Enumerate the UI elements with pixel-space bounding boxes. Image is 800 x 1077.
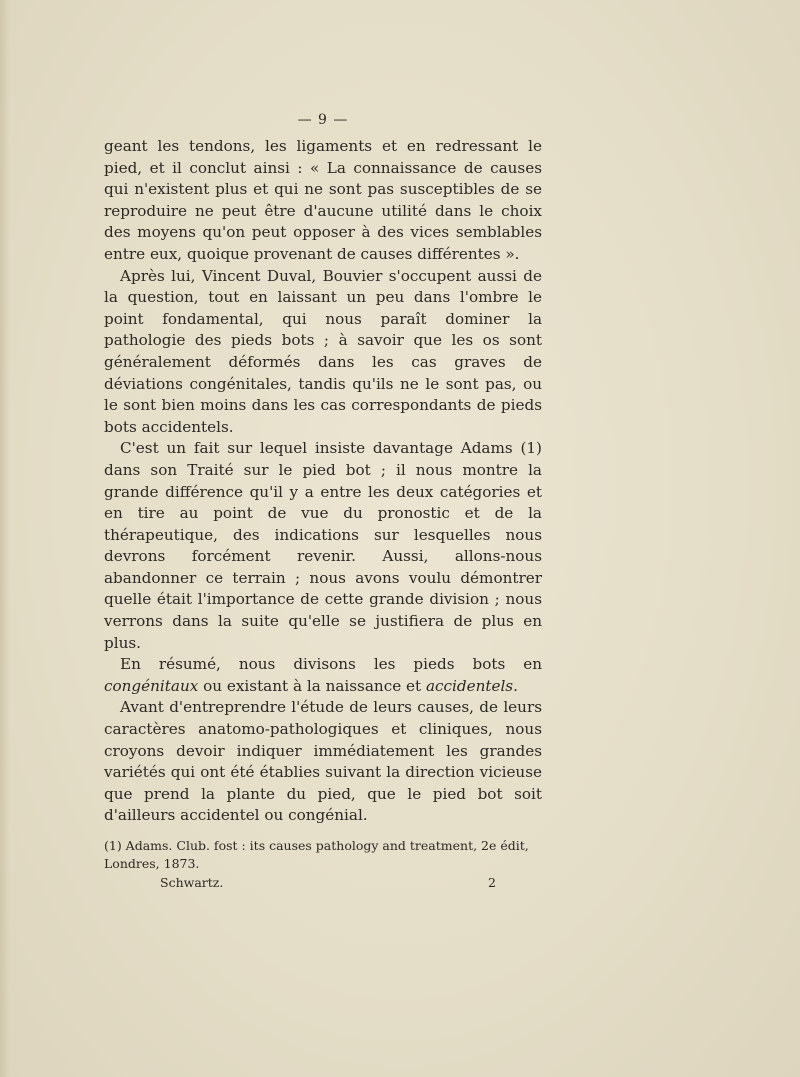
paragraph-2: Après lui, Vincent Duval, Bouvier s'occupent aussi de la question, tout en laissant un peu dans l'ombre le point fondamental, qui nous paraît dominer la pathologie des pieds bots ; à savoir que les os sont généralement déformés dans les cas graves de déviations congénitales, tandis qu'ils ne le sont pas, ou le sont bien moins dans les cas correspondants de pieds bots accidentels. [104,266,542,436]
resume-emphasis-congenitaux: congénitaux [104,676,199,695]
resume-emphasis-accidentels: accidentels [425,676,514,695]
signature-author: Schwartz. [160,875,224,890]
paragraph-3: C'est un fait sur lequel insiste davantage Adams (1) dans son Traité sur le pied bot ; il nous montre la grande différence qu'il y a entre les deux catégories et en tire au point de vue du pronostic et de la thérapeutique, des indications sur lesquelles nous devrons forcément revenir. Aussi, allons-nous abandonner ce terrain ; nous avons voulu démontrer quelle était l'importance de cette grande division ; nous verrons dans la suite qu'elle se justifiera de plus en plus. [104,439,542,652]
body-text [104,136,542,827]
signature-line [160,875,496,890]
page-number: — 9 — [297,112,349,128]
page-edge-shadow [0,0,10,1077]
document-page [104,112,542,890]
resume-text-middle: ou existant à la naissance et [198,676,426,695]
signature-sheet-number: 2 [488,875,496,890]
paragraph-1: geant les tendons, les ligaments et en redressant le pied, et il conclut ainsi : « La connaissance de causes qui n'existent plus et qui ne sont pas susceptibles de se reproduire ne peut être d'aucune utilité dans le choix des moyens qu'on peut opposer à des vices semblables entre eux, quoique provenant de causes différentes ». [104,137,542,263]
resume-text-start: En résumé, nous divisons les pieds bots en [120,655,542,674]
paragraph-last: Avant d'entreprendre l'étude de leurs causes, de leurs caractères anatomo-pathologiques et cliniques, nous croyons devoir indiquer immédiatement les grandes variétés qui ont été établies suivant la direction vicieuse que prend la plante du pied, que le pied bot soit d'ailleurs accidentel ou congénial. [104,698,542,825]
paragraph-resume [104,654,542,697]
footnote-block [104,837,542,890]
resume-text-end: . [513,676,518,695]
footnote: (1) Adams. Club. fost : its causes pathology and treatment, 2e édit, Londres, 1873. [104,838,529,871]
